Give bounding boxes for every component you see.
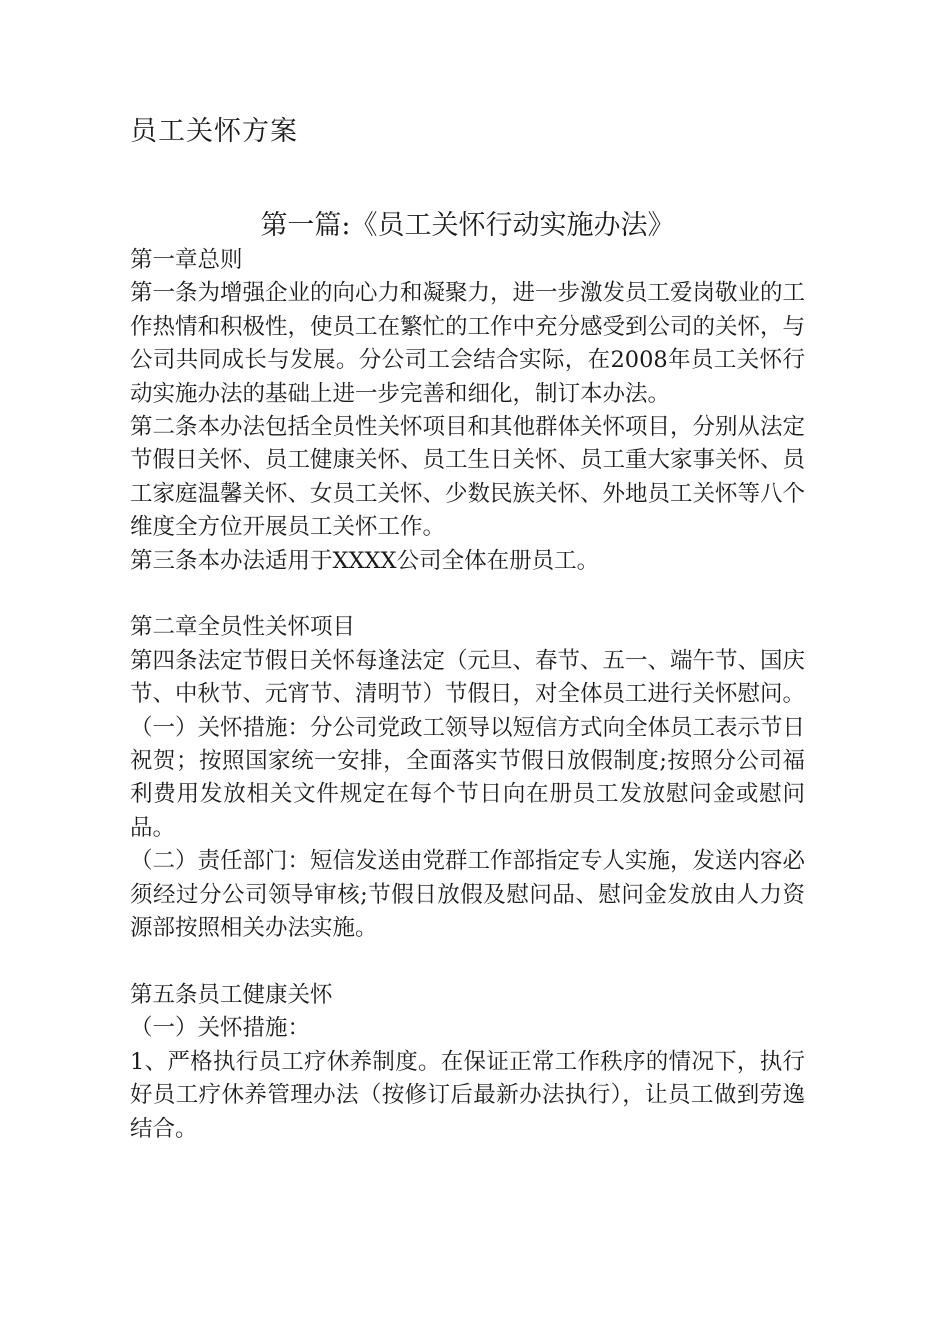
article-paragraph: 第二条本办法包括全员性关怀项目和其他群体关怀项目，分别从法定节假日关怀、员工健康关怀、员工生日关怀、员工重大家事关怀、员工家庭温馨关怀、女员工关怀、少数民族关怀、外地员工关怀等八个维度全方位开展员工关怀工作。 [130,414,806,541]
article-heading: 第五条员工健康关怀 [130,981,333,1008]
document-title: 员工关怀方案 [130,116,298,147]
article-paragraph: （一）关怀措施： [130,1015,311,1042]
chapter-heading: 第二章全员性关怀项目 [130,614,356,641]
article-paragraph: 1、严格执行员工疗休养制度。在保证正常工作秩序的情况下，执行好员工疗休养管理办法（按修订后最新办法执行），让员工做到劳逸结合。 [130,1048,805,1142]
paragraph-gap [130,946,805,979]
document-body [130,244,805,1146]
section-title: 第一篇:《员工关怀行动实施办法》 [260,210,675,241]
chapter-heading: 第一章总则 [130,247,243,273]
article-paragraph: （二）责任部门：短信发送由党群工作部指定专人实施，发送内容必须经过分公司领导审核;节假日放假及慰问品、慰问金发放由人力资源部按照相关办法实施。 [130,848,806,942]
article-paragraph: 第一条为增强企业的向心力和凝聚力，进一步激发员工爱岗敬业的工作热情和积极性，使员工在繁忙的工作中充分感受到公司的关怀，与公司共同成长与发展。分公司工会结合实际，在2008年员工关怀行动实施办法的基础上进一步完善和细化，制订本办法。 [130,280,806,407]
article-paragraph: 第三条本办法适用于XXXX公司全体在册员工。 [130,547,600,574]
article-paragraph: （一）关怀措施：分公司党政工领导以短信方式向全体员工表示节日祝贺；按照国家统一安排，全面落实节假日放假制度;按照分公司福利费用发放相关文件规定在每个节日向在册员工发放慰问金或慰问品。 [130,714,806,841]
article-paragraph: 第四条法定节假日关怀每逢法定（元旦、春节、五一、端午节、国庆节、中秋节、元宵节、清明节）节假日，对全体员工进行关怀慰问。 [130,647,806,708]
paragraph-gap [130,578,805,611]
